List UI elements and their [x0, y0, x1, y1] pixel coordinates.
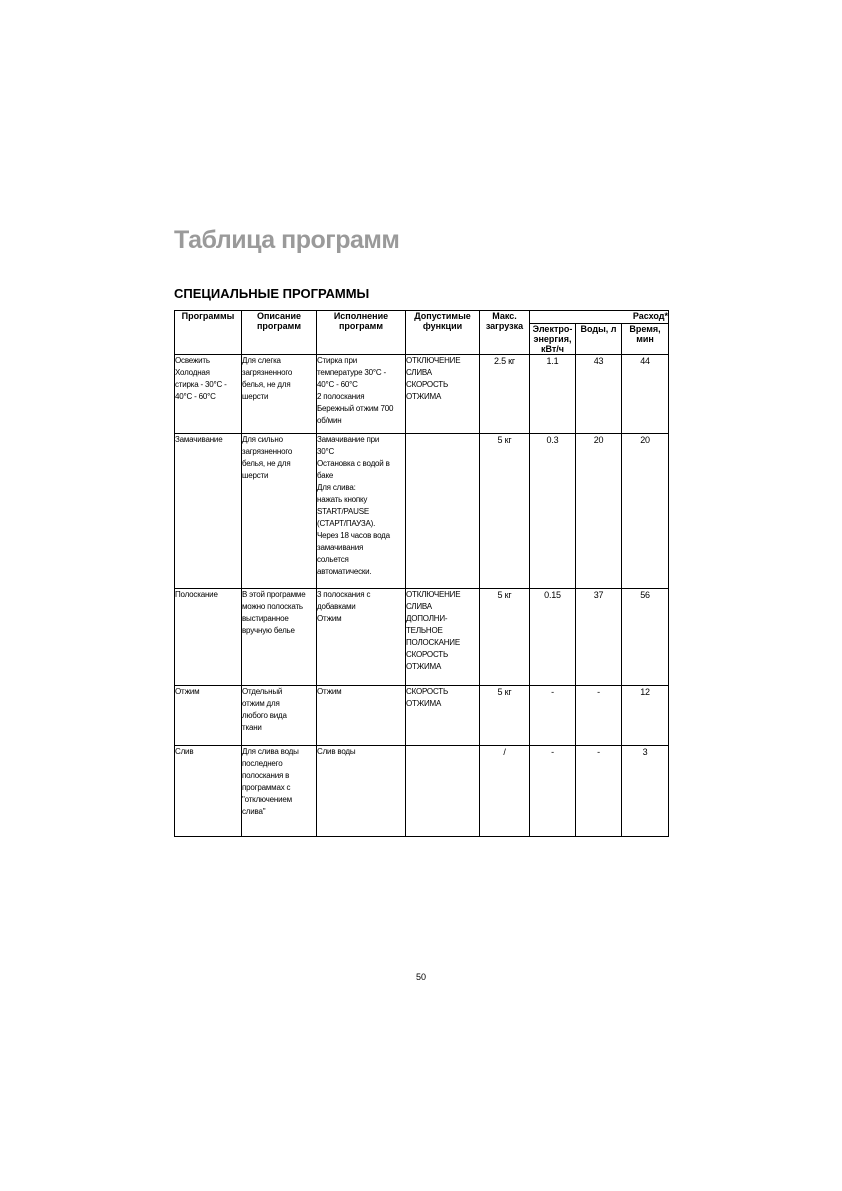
cell-line: баке — [317, 471, 334, 480]
cell-program — [175, 686, 242, 746]
cell-line: 40°C - 60°C — [175, 392, 216, 401]
cell-line: ОТЖИМА — [406, 392, 442, 401]
cell-line: ОТЖИМА — [406, 662, 442, 671]
cell-line: автоматически. — [317, 567, 372, 576]
programs-table — [174, 310, 669, 837]
cell-functions — [406, 686, 480, 746]
cell-max-load: 2.5 кг — [480, 355, 530, 434]
cell-max-load: 5 кг — [480, 434, 530, 589]
cell-line: слива" — [242, 807, 266, 816]
cell-time: 12 — [622, 686, 669, 746]
cell-line: Для слива: — [317, 483, 356, 492]
cell-line: последнего — [242, 759, 283, 768]
cell-line: Для сильно — [242, 435, 283, 444]
cell-line: можно полоскать — [242, 602, 303, 611]
cell-line: ТЕЛЬНОЕ — [406, 626, 443, 635]
cell-water: - — [576, 746, 622, 837]
cell-line: об/мин — [317, 416, 342, 425]
cell-line: 40°C - 60°C — [317, 380, 358, 389]
table-row — [175, 686, 669, 746]
cell-line: ДОПОЛНИ- — [406, 614, 448, 623]
cell-line: Стирка при — [317, 356, 357, 365]
cell-line: Через 18 часов вода — [317, 531, 390, 540]
cell-line: ОТЖИМА — [406, 699, 442, 708]
cell-line: Полоскание — [175, 590, 218, 599]
cell-line: полоскания в — [242, 771, 290, 780]
cell-program — [175, 589, 242, 686]
cell-line: Освежить — [175, 356, 210, 365]
cell-water: 37 — [576, 589, 622, 686]
cell-program — [175, 746, 242, 837]
cell-line: ОТКЛЮЧЕНИЕ — [406, 590, 461, 599]
cell-line: Слив воды — [317, 747, 356, 756]
cell-line: СЛИВА — [406, 368, 432, 377]
cell-line: ПОЛОСКАНИЕ — [406, 638, 460, 647]
cell-line: СКОРОСТЬ — [406, 380, 449, 389]
cell-line: Холодная — [175, 368, 210, 377]
cell-line: Остановка с водой в — [317, 459, 390, 468]
table-row — [175, 589, 669, 686]
cell-line: СКОРОСТЬ — [406, 687, 449, 696]
header-functions: Допустимые функции — [406, 311, 480, 355]
cell-execution — [317, 355, 406, 434]
cell-line: 2 полоскания — [317, 392, 365, 401]
cell-max-load: / — [480, 746, 530, 837]
cell-description — [242, 746, 317, 837]
section-title: СПЕЦИАЛЬНЫЕ ПРОГРАММЫ — [174, 286, 370, 301]
cell-line: добавками — [317, 602, 356, 611]
cell-max-load: 5 кг — [480, 686, 530, 746]
table-row — [175, 355, 669, 434]
cell-line: Замачивание при — [317, 435, 380, 444]
cell-line: шерсти — [242, 392, 269, 401]
header-max-load: Макс. загрузка — [480, 311, 530, 355]
header-consumption: Расход* — [530, 311, 669, 324]
cell-line: Отдельный — [242, 687, 283, 696]
cell-description — [242, 589, 317, 686]
cell-line: загрязненного — [242, 447, 293, 456]
cell-line: (СТАРТ/ПАУЗА). — [317, 519, 376, 528]
cell-line: стирка - 30°C - — [175, 380, 227, 389]
cell-description — [242, 355, 317, 434]
header-execution: Исполнение программ — [317, 311, 406, 355]
cell-line: Отжим — [317, 687, 342, 696]
cell-line: Бережный отжим 700 — [317, 404, 394, 413]
cell-line: шерсти — [242, 471, 269, 480]
cell-functions — [406, 355, 480, 434]
cell-line: загрязненного — [242, 368, 293, 377]
cell-water: - — [576, 686, 622, 746]
cell-functions — [406, 746, 480, 837]
cell-energy: 1.1 — [530, 355, 576, 434]
table-row — [175, 434, 669, 589]
cell-energy: - — [530, 746, 576, 837]
cell-time: 44 — [622, 355, 669, 434]
header-description: Описание программ — [242, 311, 317, 355]
cell-line: В этой программе — [242, 590, 306, 599]
header-row-top — [175, 311, 669, 324]
page-number: 50 — [415, 972, 426, 982]
cell-program — [175, 355, 242, 434]
cell-line: Отжим — [317, 614, 342, 623]
cell-line: нажать кнопку — [317, 495, 368, 504]
cell-line: замачивания — [317, 543, 364, 552]
cell-functions — [406, 589, 480, 686]
cell-line: Для слива воды — [242, 747, 299, 756]
cell-water: 20 — [576, 434, 622, 589]
cell-water: 43 — [576, 355, 622, 434]
cell-line: СЛИВА — [406, 602, 432, 611]
cell-execution — [317, 589, 406, 686]
cell-max-load: 5 кг — [480, 589, 530, 686]
cell-line: Отжим — [175, 687, 200, 696]
cell-energy: - — [530, 686, 576, 746]
cell-line: сольется — [317, 555, 349, 564]
cell-energy: 0.3 — [530, 434, 576, 589]
header-program: Программы — [175, 311, 242, 355]
cell-program — [175, 434, 242, 589]
table-row — [175, 746, 669, 837]
cell-line: START/PAUSE — [317, 507, 370, 516]
cell-time: 56 — [622, 589, 669, 686]
cell-line: 30°C — [317, 447, 335, 456]
header-time: Время, мин — [622, 324, 669, 355]
cell-execution — [317, 686, 406, 746]
cell-description — [242, 686, 317, 746]
cell-energy: 0.15 — [530, 589, 576, 686]
cell-line: отжим для — [242, 699, 280, 708]
cell-line: Замачивание — [175, 435, 223, 444]
cell-time: 3 — [622, 746, 669, 837]
cell-line: вручную белье — [242, 626, 295, 635]
cell-execution — [317, 746, 406, 837]
cell-line: Слив — [175, 747, 194, 756]
cell-line: программах с — [242, 783, 291, 792]
cell-line: СКОРОСТЬ — [406, 650, 449, 659]
cell-functions — [406, 434, 480, 589]
header-water: Воды, л — [576, 324, 622, 355]
cell-line: 3 полоскания с — [317, 590, 371, 599]
cell-line: выстиранное — [242, 614, 289, 623]
cell-line: любого вида — [242, 711, 287, 720]
cell-line: Для слегка — [242, 356, 281, 365]
cell-time: 20 — [622, 434, 669, 589]
cell-line: белья, не для — [242, 459, 291, 468]
cell-line: "отключением — [242, 795, 292, 804]
cell-description — [242, 434, 317, 589]
page-title: Таблица программ — [174, 226, 400, 254]
cell-line: температуре 30°C - — [317, 368, 386, 377]
header-energy: Электро- энергия, кВт/ч — [530, 324, 576, 355]
cell-line: ОТКЛЮЧЕНИЕ — [406, 356, 461, 365]
cell-line: ткани — [242, 723, 262, 732]
cell-line: белья, не для — [242, 380, 291, 389]
cell-execution — [317, 434, 406, 589]
